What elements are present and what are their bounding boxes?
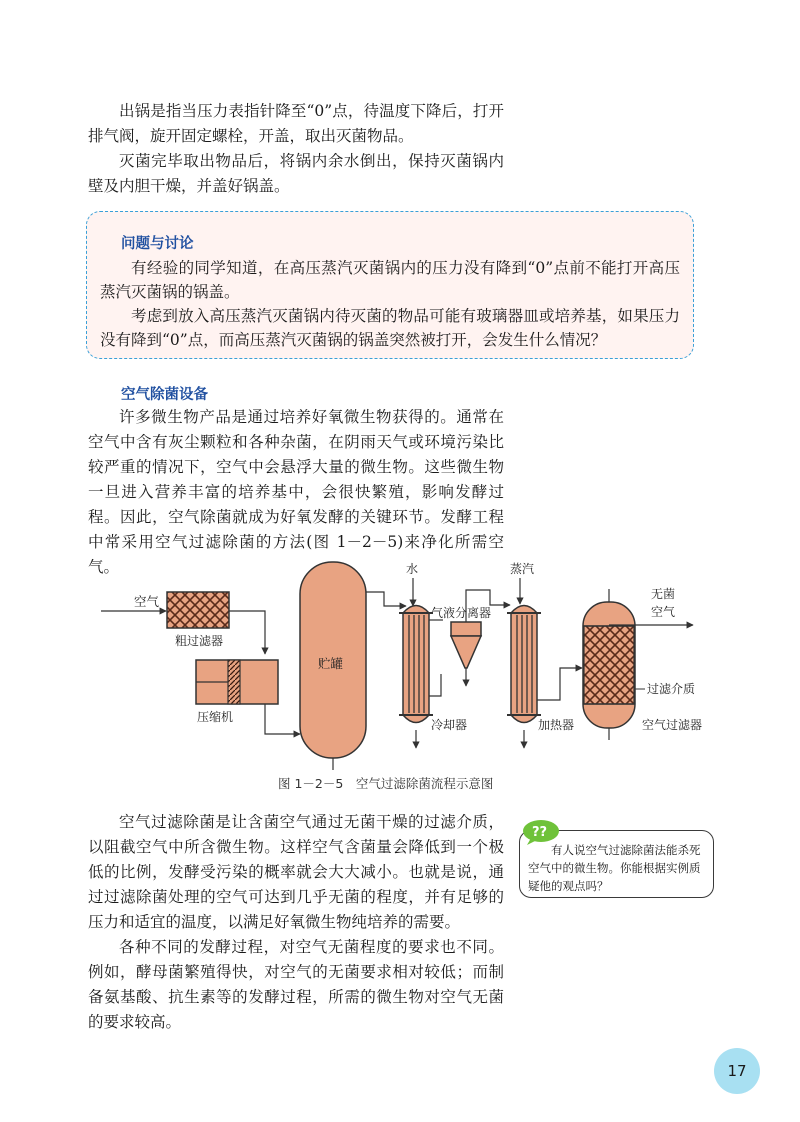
label-air-filter: 空气过滤器 bbox=[642, 718, 703, 732]
discussion-paragraph-1: 有经验的同学知道，在高压蒸汽灭菌锅内的压力没有降到“0”点前不能打开高压蒸汽灭菌锅的锅盖。 bbox=[100, 259, 680, 301]
sidebar-question-text: 有人说空气过滤除菌法能杀死空气中的微生物。你能根据实例质疑他的观点吗？ bbox=[528, 843, 701, 893]
body-paragraph-4: 各种不同的发酵过程，对空气无菌程度的要求也不同。例如，酵母菌繁殖得快，对空气的无菌要求相对较低；而制备氨基酸、抗生素等的发酵过程，所需的微生物对空气无菌的要求较高。 bbox=[88, 938, 504, 1031]
coarse-filter bbox=[167, 592, 229, 628]
air-filter bbox=[583, 602, 635, 728]
question-bubble-icon bbox=[521, 818, 561, 846]
pipe-heater-to-filter bbox=[537, 668, 582, 700]
label-air: 空气 bbox=[134, 594, 160, 609]
label-filter-medium: 过滤介质 bbox=[647, 682, 696, 696]
page-number: 17 bbox=[714, 1048, 760, 1094]
discussion-paragraph-2: 考虑到放入高压蒸汽灭菌锅内待灭菌的物品可能有玻璃器皿或培养基，如果压力没有降到“0”点，而高压蒸汽灭菌锅的锅盖突然被打开，会发生什么情况？ bbox=[100, 307, 680, 349]
discussion-title: 问题与讨论 bbox=[121, 236, 194, 252]
label-coarse-filter: 粗过滤器 bbox=[175, 634, 224, 648]
label-tank: 贮罐 bbox=[318, 656, 344, 671]
label-sterile-air-2: 空气 bbox=[651, 605, 676, 619]
label-sterile-air-1: 无菌 bbox=[651, 587, 676, 601]
pipe-cooler-to-separator bbox=[429, 674, 441, 696]
body-paragraph-2: 灭菌完毕取出物品后，将锅内余水倒出，保持灭菌锅内壁及内胆干燥，并盖好锅盖。 bbox=[88, 152, 504, 195]
label-compressor: 压缩机 bbox=[197, 710, 234, 724]
cooler bbox=[399, 606, 433, 723]
section-paragraph: 许多微生物产品是通过培养好氧微生物获得的。通常在空气中含有灰尘颗粒和各种杂菌，在阴雨天气或环境污染比较严重的情况下，空气中会悬浮大量的微生物。这些微生物一旦进入营养丰富的培养基中，会很快繁殖，影响发酵过程。因此，空气除菌就成为好氧发酵的关键环节。发酵工程中常采用空气过滤除菌的方法(图 1－2－5)来净化所需空气。 bbox=[88, 408, 504, 576]
label-water: 水 bbox=[406, 562, 419, 576]
figure-caption: 图 1－2－5 空气过滤除菌流程示意图 bbox=[278, 776, 494, 791]
pipe-filter-to-compressor bbox=[229, 611, 265, 654]
svg-text:??: ?? bbox=[532, 825, 548, 840]
body-paragraph-1: 出锅是指当压力表指针降至“0”点，待温度下降后，打开排气阀，旋开固定螺栓，开盖，取出灭菌物品。 bbox=[88, 102, 504, 145]
body-paragraph-3: 空气过滤除菌是让含菌空气通过无菌干燥的过滤介质，以阻截空气中所含微生物。这样空气含菌量会降低到一个极低的比例，发酵受污染的概率就会大大减小。也就是说，通过过滤除菌处理的空气可达到几乎无菌的程度，并有足够的压力和适宜的温度，以满足好氧微生物纯培养的需要。 bbox=[88, 813, 504, 931]
gas-liquid-separator bbox=[451, 622, 481, 668]
label-cooler: 冷却器 bbox=[431, 718, 468, 732]
pipe-compressor-to-tank bbox=[265, 704, 300, 734]
label-separator: 气液分离器 bbox=[431, 606, 492, 620]
discussion-box bbox=[86, 211, 694, 359]
label-heater: 加热器 bbox=[538, 718, 575, 732]
air-filtration-diagram bbox=[0, 555, 800, 775]
heater bbox=[507, 606, 541, 723]
section-title: 空气除菌设备 bbox=[121, 387, 208, 403]
label-steam: 蒸汽 bbox=[510, 562, 535, 576]
pipe-tank-to-cooler bbox=[366, 592, 406, 606]
